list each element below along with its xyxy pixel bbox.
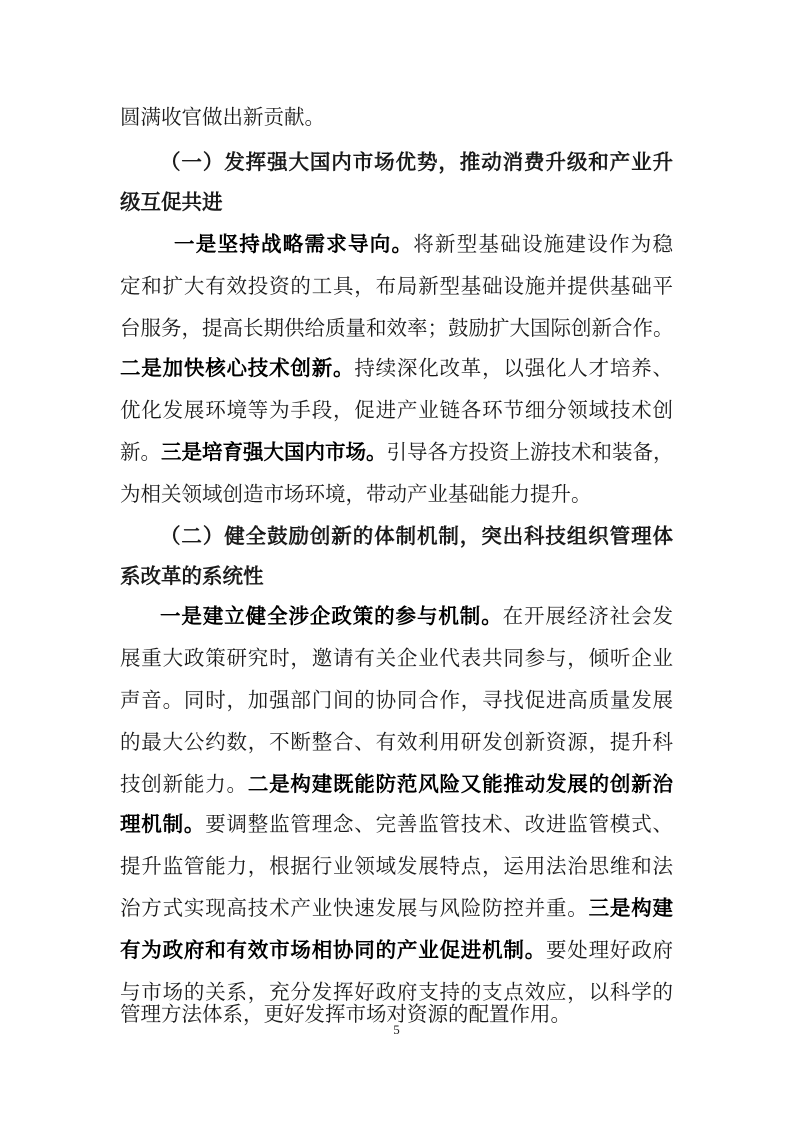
paragraph-line <box>120 894 673 922</box>
heading-text: （二）健全鼓励创新的体制机制，突出科技组织管理体 <box>160 524 673 548</box>
bold-lead-text: 三是培育强大国内市场。 <box>161 440 387 464</box>
paragraph-line <box>120 314 673 342</box>
paragraph-line <box>120 103 673 131</box>
body-text: 要处理好政府 <box>546 938 673 962</box>
paragraph-line <box>120 272 673 300</box>
bold-lead-text: 二是构建既能防范风险又能推动发展的创新治 <box>247 772 674 796</box>
body-text: 新。 <box>120 440 161 464</box>
section-heading <box>160 522 673 550</box>
body-text: 要调整监管理念、完善监管技术、改进监管模式、 <box>205 812 674 836</box>
bold-lead-text: 理机制。 <box>120 812 206 836</box>
body-text: 治方式实现高技术产业快速发展与风险防控并重。 <box>120 896 589 920</box>
page-number: 5 <box>393 1022 400 1037</box>
body-text: 管理方法体系，更好发挥市场对资源的配置作用。 <box>120 1002 571 1026</box>
paragraph-line <box>120 686 673 714</box>
paragraph-line <box>120 852 673 880</box>
paragraph-line <box>120 396 673 424</box>
body-text: 定和扩大有效投资的工具，布局新型基础设施并提供基础平 <box>120 274 673 298</box>
body-text: 的最大公约数，不断整合、有效利用研发创新资源，提升科 <box>120 730 673 754</box>
body-text: 为相关领域创造市场环境，带动产业基础能力提升。 <box>120 482 592 506</box>
body-text: 圆满收官做出新贡献。 <box>120 105 325 129</box>
body-text: 将新型基础设施建设作为稳 <box>413 232 673 256</box>
paragraph-line <box>120 438 673 466</box>
paragraph-line <box>120 480 673 508</box>
section-heading <box>120 188 673 216</box>
paragraph-line <box>120 644 673 672</box>
body-text: 展重大政策研究时，邀请有关企业代表共同参与，倾听企业 <box>120 646 673 670</box>
paragraph-line <box>120 770 673 798</box>
body-text: 与市场的关系，充分发挥好政府支持的支点效应，以科学的 <box>120 980 673 1004</box>
bold-lead-text: 一是建立健全涉企政策的参与机制。 <box>160 604 503 628</box>
paragraph-line <box>120 354 673 382</box>
body-text: 引导各方投资上游技术和装备， <box>386 440 674 464</box>
body-text: 提升监管能力，根据行业领域发展特点，运用法治思维和法 <box>120 854 673 878</box>
paragraph-line <box>174 230 673 258</box>
bold-lead-text: 一是坚持战略需求导向。 <box>174 232 414 256</box>
section-heading <box>160 148 673 176</box>
body-text: 在开展经济社会发 <box>502 604 674 628</box>
heading-text: 级互促共进 <box>120 190 223 214</box>
paragraph-line <box>120 810 673 838</box>
paragraph-line <box>160 602 673 630</box>
body-text: 声音。同时，加强部门间的协同合作，寻找促进高质量发展 <box>120 688 673 712</box>
bold-lead-text: 二是加快核心技术创新。 <box>120 356 355 380</box>
heading-text: 系改革的系统性 <box>120 564 264 588</box>
body-text: 优化发展环境等为手段，促进产业链各环节细分领域技术创 <box>120 398 673 422</box>
section-heading <box>120 562 673 590</box>
body-text: 台服务，提高长期供给质量和效率；鼓励扩大国际创新合作。 <box>120 316 674 340</box>
bold-lead-text: 三是构建 <box>588 896 674 920</box>
bold-lead-text: 有为政府和有效市场相协同的产业促进机制。 <box>120 938 546 962</box>
paragraph-line <box>120 728 673 756</box>
paragraph-line <box>120 936 673 964</box>
body-text: 技创新能力。 <box>120 772 248 796</box>
heading-text: （一）发挥强大国内市场优势，推动消费升级和产业升 <box>160 150 673 174</box>
body-text: 持续深化改革，以强化人才培养、 <box>354 356 674 380</box>
